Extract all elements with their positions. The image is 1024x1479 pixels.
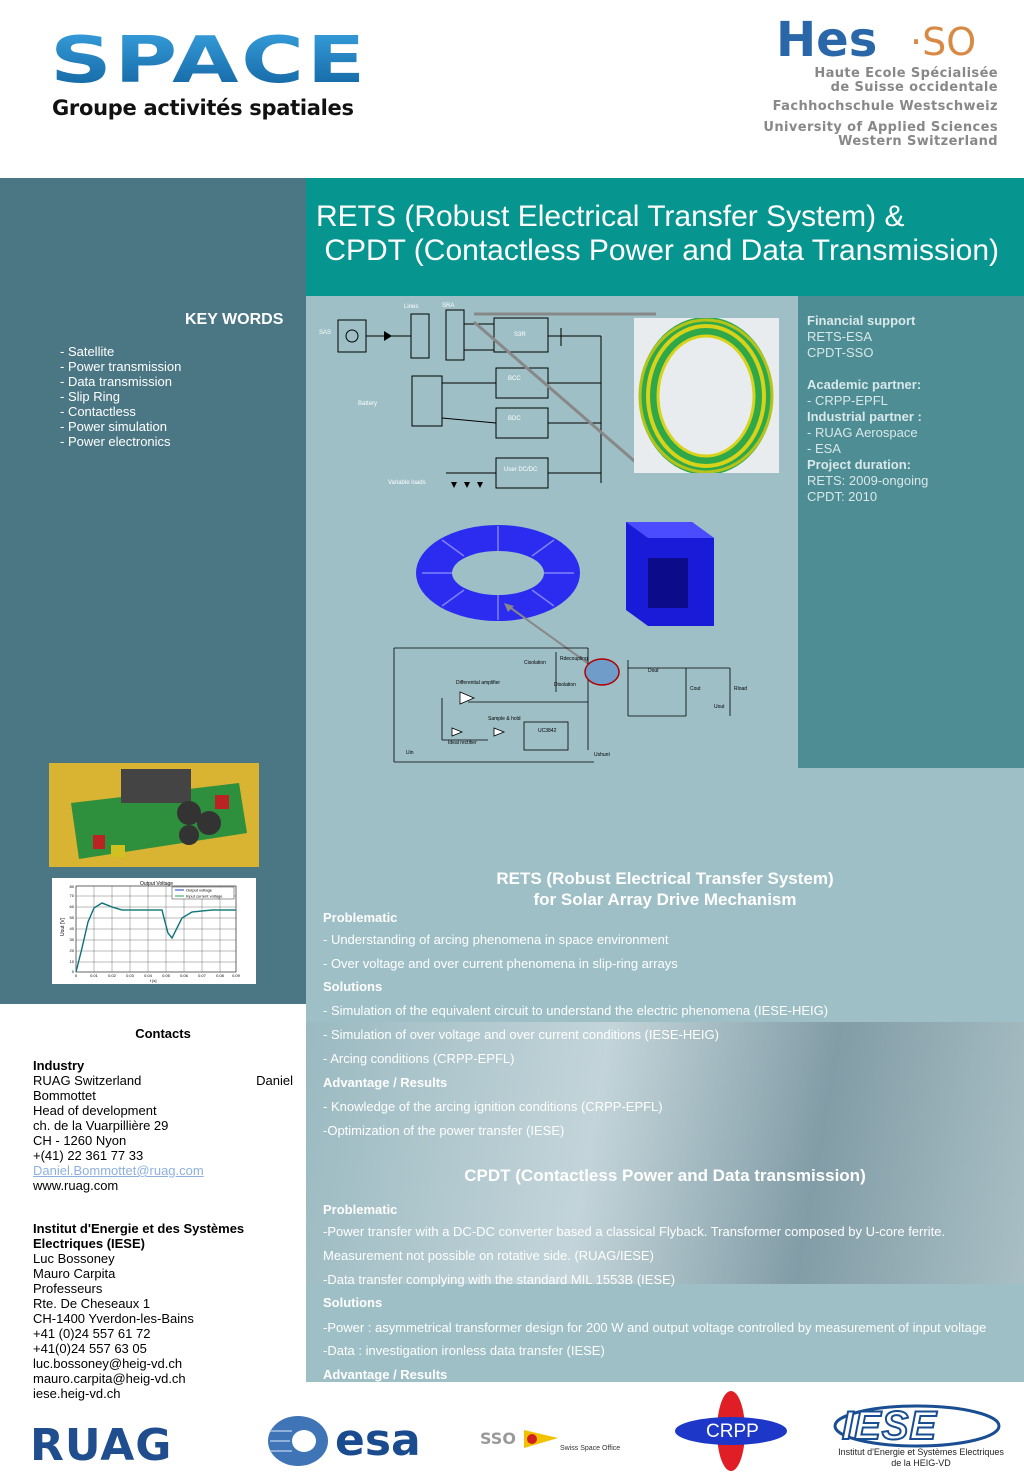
support-info xyxy=(807,313,1017,505)
esa-logo-text: esa xyxy=(335,1415,421,1466)
industrial-item: - RUAG Aerospace xyxy=(807,425,918,440)
hes-line: Haute Ecole Spécialisée xyxy=(814,66,998,81)
cpdt-results-label: Advantage / Results xyxy=(323,1367,448,1382)
cpdt-problematic-label: Problematic xyxy=(323,1202,398,1217)
pointer-lines xyxy=(460,306,660,476)
label-sas: SAS xyxy=(319,330,332,336)
iese-email-link[interactable]: mauro.carpita@heig-vd.ch xyxy=(33,1371,186,1386)
contact-line: Head of development xyxy=(33,1103,157,1118)
label-user-dcdc: User DC/DC xyxy=(504,467,538,473)
industry-email-link[interactable]: Daniel.Bommottet@ruag.com xyxy=(33,1163,204,1178)
x-tick: 0.04 xyxy=(144,973,152,978)
hes-line: Fachhochschule Westschweiz xyxy=(772,99,998,114)
academic-item: - CRPP-EPFL xyxy=(807,393,888,408)
label-variable-loads: Variable loads xyxy=(388,480,426,486)
label-s3r: S3R xyxy=(514,332,526,338)
transformer-icon xyxy=(585,659,619,685)
contact-line: Bommottet xyxy=(33,1088,96,1103)
output-voltage-line xyxy=(76,903,236,972)
hes-line: University of Applied Sciences xyxy=(763,120,998,135)
hes-line: Western Switzerland xyxy=(838,134,998,149)
sso-letters: SSO xyxy=(480,1429,516,1448)
rets-results-label: Advantage / Results xyxy=(323,1075,448,1090)
hes-logo-so: ·SO xyxy=(910,20,977,64)
financial-label: Financial support xyxy=(807,313,916,328)
keyword-item: - Satellite xyxy=(60,344,115,359)
contact-line: +41 (0)24 557 61 72 xyxy=(33,1326,151,1341)
cpdt-problematic-item: -Power transfer with a DC-DC converter based a classical Flyback. Transformer composed by U-core ferrite. xyxy=(323,1224,946,1239)
esa-globe-icon xyxy=(266,1414,330,1468)
keyword-item: - Slip Ring xyxy=(60,389,120,404)
keywords-title: KEY WORDS xyxy=(185,311,284,328)
contact-line: Rte. De Cheseaux 1 xyxy=(33,1296,151,1311)
label-rload: Rload xyxy=(734,686,748,692)
cpdt-solutions-label: Solutions xyxy=(323,1295,383,1310)
contact-line: ch. de la Vuarpillière 29 xyxy=(33,1118,169,1133)
rets-problematic-item: - Understanding of arcing phenomena in space environment xyxy=(323,932,669,947)
cpdt-solution-item: -Power : asymmetrical transformer design for 200 W and output voltage controlled by measurement of input voltage xyxy=(323,1320,987,1335)
label-ideal-rectifier: Ideal rectifier xyxy=(448,740,477,746)
poster-title-line2: CPDT (Contactless Power and Data Transmission) xyxy=(316,234,1000,267)
label-ushunt: Ushunt xyxy=(594,752,610,758)
label-disolation: Disolation xyxy=(554,682,576,688)
sso-caption: Swiss Space Office xyxy=(560,1445,621,1452)
legend-input: Input current voltage xyxy=(186,893,223,899)
poster-title xyxy=(316,200,999,268)
chart-title: Output Voltage xyxy=(140,881,174,887)
cpdt-solution-item: -Data : investigation ironless data transfer (IESE) xyxy=(323,1343,605,1358)
label-dout: Dout xyxy=(648,668,659,674)
poster-title-line1: RETS (Robust Electrical Transfer System) & xyxy=(316,200,905,233)
rets-title-line2: for Solar Array Drive Mechanism xyxy=(533,890,797,909)
ruag-logo: RUAG xyxy=(30,1420,173,1471)
contact-line: RUAG Switzerland xyxy=(33,1073,142,1088)
svg-text:SPACE: SPACE xyxy=(50,32,368,88)
cpdt-problematic-item: Measurement not possible on rotative side. (RUAG/IESE) xyxy=(323,1248,654,1263)
keyword-item: - Power transmission xyxy=(60,359,182,374)
y-tick: 80 xyxy=(69,884,74,889)
contact-line: +41(0)24 557 63 05 xyxy=(33,1341,147,1356)
iese-logo-text: IESE xyxy=(842,1404,938,1448)
keyword-item: - Power electronics xyxy=(60,434,171,449)
x-tick: 0.07 xyxy=(198,973,206,978)
label-sample-hold: Sample & hold xyxy=(488,716,521,722)
iese-logo-caption: Institut d'Energie et Systèmes Electriques de la HEIG-VD xyxy=(838,1447,1004,1468)
keywords-list xyxy=(60,344,181,449)
contact-line: +(41) 22 361 77 33 xyxy=(33,1148,144,1163)
iese-web-link[interactable]: iese.heig-vd.ch xyxy=(33,1386,121,1401)
cpdt-problematic-item: -Data transfer complying with the standard MIL 1553B (IESE) xyxy=(323,1272,676,1287)
space-logo xyxy=(50,32,370,88)
academic-label: Academic partner: xyxy=(807,377,922,392)
duration-item: RETS: 2009-ongoing xyxy=(807,473,929,488)
rets-result-item: - Knowledge of the arcing ignition conditions (CRPP-EPFL) xyxy=(323,1099,663,1114)
duration-label: Project duration: xyxy=(807,457,912,472)
current-source-icon xyxy=(346,330,358,342)
label-bcc: BCC xyxy=(508,376,521,382)
x-axis-label: t [s] xyxy=(150,978,157,983)
battery-block xyxy=(412,376,442,426)
rets-result-item: -Optimization of the power transfer (IESE) xyxy=(323,1123,565,1138)
industry-label: Industry xyxy=(33,1058,85,1073)
x-tick: 0.01 xyxy=(90,973,98,978)
x-tick: 0.06 xyxy=(180,973,188,978)
x-tick: 0.02 xyxy=(108,973,116,978)
slip-ring-icon xyxy=(634,318,779,473)
rets-title xyxy=(306,868,1024,910)
rets-title-line1: RETS (Robust Electrical Transfer System) xyxy=(496,869,834,888)
sas-block xyxy=(338,320,366,352)
industry-web-link[interactable]: www.ruag.com xyxy=(33,1178,119,1193)
diode-icon xyxy=(384,331,392,341)
y-tick: 30 xyxy=(69,937,74,942)
y-tick: 50 xyxy=(69,915,74,920)
keyword-item: - Contactless xyxy=(60,404,136,419)
output-voltage-chart xyxy=(52,878,256,984)
u-core-ferrite-image xyxy=(622,518,716,628)
rets-solution-item: - Simulation of over voltage and over current conditions (IESE-HEIG) xyxy=(323,1027,719,1042)
legend-output: Output voltage xyxy=(186,887,213,893)
x-tick: 0.03 xyxy=(126,973,134,978)
group-label: Groupe activités spatiales xyxy=(52,96,354,120)
financial-item: CPDT-SSO xyxy=(807,345,874,360)
label-uout: Uout xyxy=(714,704,725,710)
pcb-board-icon xyxy=(49,763,259,867)
iese-label: Institut d'Energie et des Systèmes Electriques (IESE) xyxy=(33,1221,245,1251)
contact-line: Daniel xyxy=(256,1073,293,1088)
y-tick: 60 xyxy=(69,904,74,909)
y-tick: 0 xyxy=(71,969,74,974)
rets-problematic-item: - Over voltage and over current phenomena in slip-ring arrays xyxy=(323,956,678,971)
label-sra: SRA xyxy=(442,303,455,309)
uc3842-block xyxy=(524,722,568,750)
label-rdecoupling: Rdecoupling xyxy=(560,656,588,662)
contact-line: Luc Bossoney xyxy=(33,1251,115,1266)
keyword-item: - Data transmission xyxy=(60,374,172,389)
contact-line: Mauro Carpita xyxy=(33,1266,116,1281)
x-tick: 0.09 xyxy=(232,973,240,978)
y-tick: 40 xyxy=(69,926,74,931)
label-differential-amplifier: Differential amplifier xyxy=(456,680,501,686)
y-tick: 70 xyxy=(69,893,74,898)
hes-logo-title: Hes xyxy=(776,12,878,68)
iese-email-link[interactable]: luc.bossoney@heig-vd.ch xyxy=(33,1356,183,1371)
rets-solutions-label: Solutions xyxy=(323,979,383,994)
contacts-title: Contacts xyxy=(135,1026,191,1041)
voltage-plot xyxy=(52,878,256,984)
label-bdc: BDC xyxy=(508,416,521,422)
rets-solution-item: - Arcing conditions (CRPP-EPFL) xyxy=(323,1051,515,1066)
x-tick: 0 xyxy=(74,973,78,978)
hes-line: de Suisse occidentale xyxy=(830,80,998,95)
crpp-logo-text: CRPP xyxy=(706,1421,759,1442)
slip-ring-image xyxy=(634,318,779,473)
rets-solution-item: - Simulation of the equivalent circuit to understand the electric phenomena (IESE-HEIG) xyxy=(323,1003,829,1018)
financial-item: RETS-ESA xyxy=(807,329,873,344)
y-tick: 20 xyxy=(69,948,74,953)
y-tick: 10 xyxy=(69,959,74,964)
label-uin: Uin xyxy=(406,750,414,756)
flyback-schematic xyxy=(388,640,748,770)
label-cisolation: Cisolation xyxy=(524,660,546,666)
cpdt-title: CPDT (Contactless Power and Data transmission) xyxy=(464,1166,866,1185)
label-lines: Lines xyxy=(404,304,419,310)
label-battery: Battery xyxy=(358,401,378,407)
contacts-block xyxy=(33,1026,293,1401)
industrial-item: - ESA xyxy=(807,441,841,456)
rets-problematic-label: Problematic xyxy=(323,910,398,925)
label-uc3842: UC3842 xyxy=(538,728,557,734)
x-tick: 0.08 xyxy=(216,973,224,978)
pcb-photo xyxy=(49,763,259,867)
label-cout: Cout xyxy=(690,686,701,692)
keyword-item: - Power simulation xyxy=(60,419,167,434)
contact-line: Professeurs xyxy=(33,1281,103,1296)
duration-item: CPDT: 2010 xyxy=(807,489,878,504)
contact-line: CH - 1260 Nyon xyxy=(33,1133,127,1148)
input-voltage-line xyxy=(76,903,236,972)
y-axis-label: Uout [V] xyxy=(60,917,66,936)
industrial-label: Industrial partner : xyxy=(807,409,922,424)
sso-logo-icon xyxy=(480,1422,560,1454)
contact-line: CH-1400 Yverdon-les-Bains xyxy=(33,1311,194,1326)
x-tick: 0.05 xyxy=(162,973,170,978)
